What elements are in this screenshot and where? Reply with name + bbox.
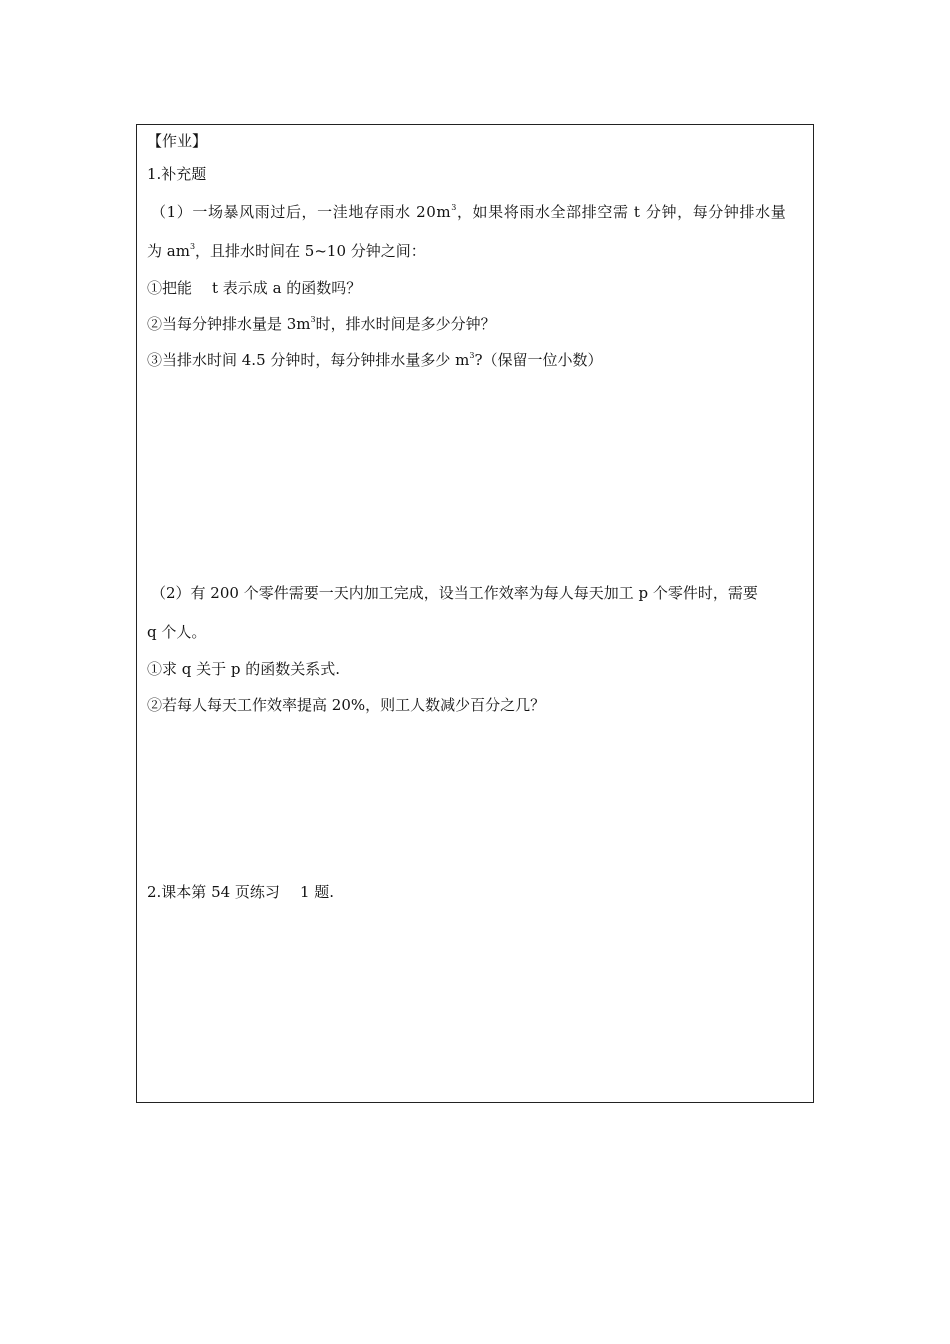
- q1-item3-b: ?（保留一位小数）: [474, 351, 603, 369]
- q1-item2-a: ②当每分钟排水量是 3m: [147, 315, 311, 333]
- section2-text-a: 2.课本第 54 页练习: [147, 883, 280, 901]
- q1-item2: [147, 314, 496, 334]
- q1-line2: [147, 241, 426, 261]
- q1-line1-a: （1）一场暴风雨过后，一洼地存雨水 20m: [151, 203, 452, 221]
- q1-item2-sup: 3: [310, 315, 316, 324]
- q1-line2-a: 为 am: [147, 242, 190, 260]
- q1-item3-a: ③当排水时间 4.5 分钟时，每分钟排水量多少 m: [147, 351, 470, 369]
- q2-item1: [147, 659, 340, 679]
- header-text: 【作业】: [147, 132, 208, 150]
- q1-item1: [147, 278, 361, 298]
- section2-line: [147, 882, 334, 902]
- q2-line1-text: （2）有 200 个零件需要一天内加工完成，设当工作效率为每人每天加工 p 个零件时，需要: [151, 584, 758, 602]
- q2-item2-text: ②若每人每天工作效率提高 20%，则工人数减少百分之几？: [147, 696, 546, 714]
- q2-item2: [147, 695, 545, 715]
- q1-line1: [151, 202, 786, 222]
- q1-line2-sup: 3: [189, 242, 196, 251]
- homework-header: [147, 131, 207, 151]
- q2-line2: [147, 622, 206, 642]
- q1-item3: [147, 350, 603, 370]
- section1-title: [147, 164, 206, 184]
- section2-text-b: 1 题.: [299, 883, 335, 901]
- q1-item2-b: 时，排水时间是多少分钟？: [315, 315, 496, 333]
- q1-line1-b: ，如果将雨水全部排空需 t 分钟，每分钟排水量: [456, 203, 787, 221]
- q2-item1-text: ①求 q 关于 p 的函数关系式.: [147, 660, 341, 678]
- q1-item1-b: t 表示成 a 的函数吗？: [212, 279, 362, 297]
- q2-line2-text: q 个人。: [147, 623, 207, 641]
- q2-line1: [151, 583, 758, 603]
- q1-item1-a: ①把能: [147, 279, 193, 297]
- homework-box: [136, 124, 814, 1103]
- q1-item3-sup: 3: [469, 351, 475, 360]
- q1-line2-b: ，且排水时间在 5~10 分钟之间：: [195, 242, 426, 260]
- q1-line1-sup: 3: [451, 203, 457, 212]
- section1-title-text: 1.补充题: [147, 165, 207, 183]
